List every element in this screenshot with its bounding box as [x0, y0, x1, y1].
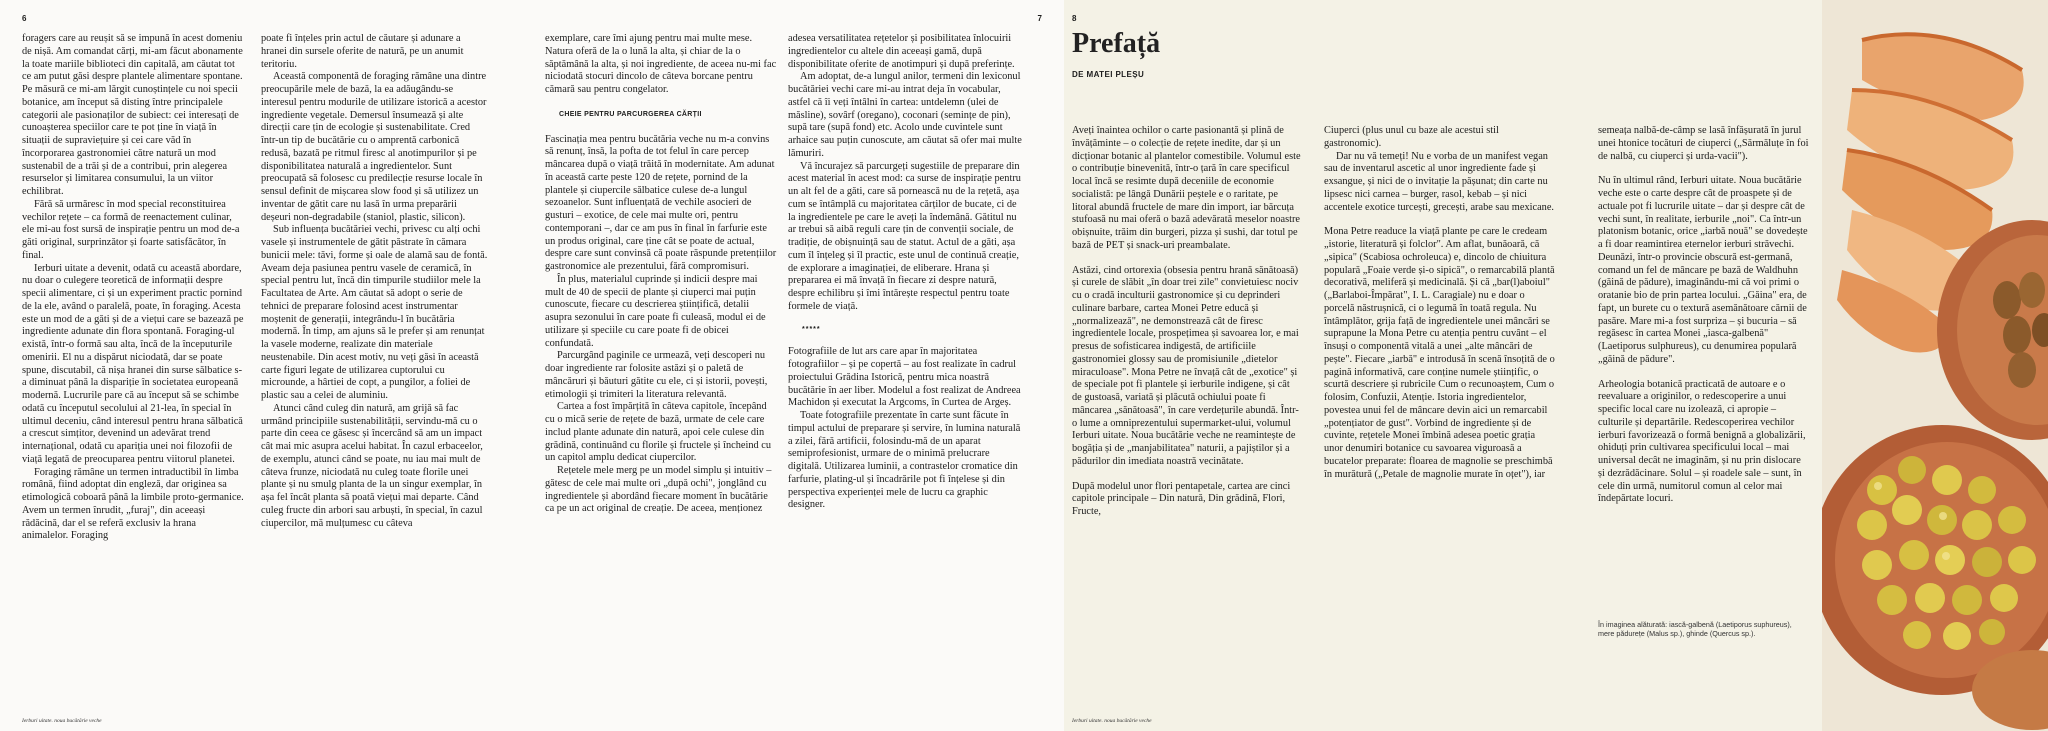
- paragraph: Nu în ultimul rând, Ierburi uitate. Noua bucătărie veche este o carte despre cât de proaspete și de actuale pot fi lucrurile uitate – dar și despre cât de vechi sunt, în realitate, ierburile „noi". Ca într-un platonism botanic, orice „iarbă nouă" se dovedește a fi doar reamintirea eternelor ierburi străvechi. Deunăzi, într-o provincie obscură est-germană, comand un fel de mâncare pe bază de Waldhuhn (găină de pădure), imaginându-mi că voi primi o oratanie bio de prin partea locului. „Găina" era, de fapt, un burete cu o textură asemănătoare cărnii de pasăre. Mare mi-a fost surpriza – și bucuria – să regăsesc în cartea Monei „iasca-galbenă" (Laetiporus sulphureus), cu denumirea populară „găină de pădure".: [1598, 175, 1808, 365]
- paragraph: Foraging rămâne un termen intraductibil în limba română, fiind adoptat din engleză, dar originea sa etimologică coboară până la limbile proto-germanice. Avem un termen înrudit, „furaj", din aceeași rădăcină, dar el se referă exclusiv la hrana animalelor. Foraging: [22, 466, 244, 542]
- page-number: 6: [22, 14, 27, 23]
- paragraph: Astăzi, cind ortorexia (obsesia pentru hrană sănătoasă) și curele de slăbit „în doar trei zile" convietuiesc nociv cu o cradă inculturii gastronomice și cu deprinderi culinare barbare, cartea Monei Petre educă și „normalizează", ne demonstrează cât de firesc ingredientele locale, prospețimea și savoarea lor, e mai presus de sofisticarea indigestă, de artificiile gastronomiei glossy sau de promisiunile „dietelor miraculoase". Mona Petre ne învață cât de „exotice" și de speciale pot fi plantele și ierburile indigene, și cât de gustoasă, variată și plăcută ochiului poate fi mâncarea „sănătoasă", în care verdețurile abundă. Într-o lume a omniprezentului supermarket-ului, volumul Ierburi uitate. Noua bucătărie veche ne reamintește de bogăția și de „manjabilitatea" naturii, a pajiștilor și a pădurilor din imediata noastră vecinătate.: [1072, 264, 1299, 467]
- paragraph: adesea versatilitatea rețetelor și posibilitatea înlocuirii ingredientelor cu altele din aceeași gamă, după disponibilitate oferite de anotimpuri și după preferințe.: [788, 33, 1015, 70]
- paragraph: Ierburi uitate a devenit, odată cu această abordare, nu doar o culegere teoretică de informații despre specii alimentare, ci și un experiment practic pornind de la ele, având o paralelă, poate, în foraging. Acesta este un mod de a găti și de a viețui care se bazează pe ingrediente adunate din flora spontană. Foraging-ul există, într-o formă sau alta, încă de la începuturile omenirii. El nu a dispărut niciodată, dar se poate spune, discutabil, că nișa hranei din surse sălbatice s-a diminuat până la dispariție în societatea europeană modernă. Lucrurile pare că au început să se schimbe odată cu începutul secolului al 21-lea, în special în ultimul deceniu, când interesul pentru hrana sălbatică a crescut simțitor, devenind un adevărat trend internațional, odată cu apariția unei noi filozofii de viață legată de preocuparea pentru viitorul planetei.: [22, 262, 244, 465]
- paragraph: Fără să urmăresc în mod special reconstituirea vechilor rețete – ca formă de reenactement culinar, ele mi-au fost sursă de inspirație pentru un mod de-a găti original, surprinzător și foarte satisfăcător, în final.: [22, 198, 240, 261]
- running-footer: Ierburi uitate. noua bucătărie veche: [22, 718, 102, 724]
- paragraph: Această componentă de foraging rămâne una dintre preocupările mele de bază, la ea adăugându-se interesul pentru modurile de utilizare istorică a acestor ingrediente vegetale. Demersul însumează și alte direcții care țin de ecologie și sustenabilitate. Cred într-un tip de bucătărie cu o amprentă carbonică redusă, bazată pe ritmul firesc al anotimpurilor și pe disponibilitatea naturală a ingredientelor. Sunt preocupată să folosesc cu predilecție resurse locale în sensul definit de mișcarea slow food și să utilizez un inventar de gătit care nu lasă în urma preparării deșeuri non-degradabile (staniol, plastic, silicon).: [261, 71, 487, 223]
- food-photo-illustration: [1822, 0, 2048, 731]
- photo-caption: În imaginea alăturată: iască-galbenă (Laetiporus suphureus), mere pădurețe (Malus sp.), ghinde (Quercus sp.).: [1598, 620, 1792, 638]
- text-column-1: [22, 33, 244, 543]
- paragraph: Rețetele mele merg pe un model simplu și intuitiv – gătesc de cele mai multe ori „după ochi", jonglând cu ingredientele și abordând fiecare moment în bucătărie ca pe un act original de creație. De aceea, menționez: [545, 465, 772, 515]
- paragraph: Parcurgând paginile ce urmează, veți descoperi nu doar ingrediente rar folosite astăzi și o paletă de mâncăruri și băuturi gătite cu ele, ci și istorii, povești, etimologii și trimiteri la literatura relevantă.: [545, 350, 768, 400]
- paragraph: Dar nu vă temeți! Nu e vorba de un manifest vegan sau de inventarul ascetic al unor ingrediente fade și exsangue, și nici de o invitație la pășunat; din carte nu lipsesc nici carnea – burger, rasol, kebab – și nici accentele exotice turcești, grecești, arabe sau mexicane.: [1324, 150, 1555, 213]
- paragraph: Toate fotografiile prezentate în carte sunt făcute în timpul actului de preparare și servire, în lumina naturală a zilei, fără artificii, folosindu-mă de un aparat semiprofesionist, urmare de o minimă prelucrare digitală. Utilizarea luminii, a contrastelor cromatice din farfurie, plating-ul și încadrările pot fi înțelese și din perspectiva experienței mele de lucru ca graphic designer.: [788, 410, 1021, 511]
- chapter-author: DE MATEI PLEȘU: [1072, 70, 1145, 79]
- paragraph: semeața nalbă-de-câmp se lasă înfășurată în jurul unei htonice tocături de ciuperci („Sărmăluțe în foi de nalbă, cu ciuperci și urda-vacii").: [1598, 125, 1809, 162]
- paragraph: Cartea a fost împărțită în câteva capitole, începând cu o mică serie de rețete de bază, urmate de cele care includ plante adunate din natură, apoi cele culese din grădină, continuând cu florile și fructele și încheind cu un capitol amplu dedicat ciupercilor.: [545, 401, 772, 464]
- text-column-3: [545, 33, 777, 516]
- paragraph: Am adoptat, de-a lungul anilor, termeni din lexiconul bucătăriei vechi care mi-au intrat deja în vocabular, astfel că îi veți întâlni în cartea: untdelemn (ulei de măsline), sovârf (oregano), coconari (semințe de pin), supă tare (supă fond) etc. Acolo unde cuvintele sunt arhaice sau puțin cunoscute, am căutat să ofer mai multe lămuriri.: [788, 71, 1022, 159]
- text-column-6: [1324, 125, 1556, 481]
- paragraph: Fotografiile de lut ars care apar în majoritatea fotografiilor – și pe copertă – au fost realizate în cadrul proiectului Grădina Istorică, pentru mica noastră bucătărie în aer liber. Modelul a fost realizat de Andreea Machidon și executat la Argcoms, în Curtea de Argeș.: [788, 346, 1021, 409]
- paragraph: Mona Petre readuce la viață plante pe care le credeam „istorie, literatură și folclor". Am aflat, bunăoară, că „sipica" (Scabiosa ochroleuca) e, dincolo de chiuitura populară „Foaie verde și-o sipică", o remarcabilă plantă decorativă, meliferă și medicinală. Și că „bar(l)aboiul" („Barlaboi-Împărat", I. L. Caragiale) nu e doar o porcelă năstrușnică, ci o legumă în toată regula. Nu întâmplător, grija față de ingredientele unei mâncări se suprapune la Mona Petre cu atenția pentru cuvânt – el însuși o componentă vitală a unei „alte mâncări de pește". Fiecare „iarbă" e introdusă în scenă însoțită de o pagină informativă, care conține numele științific, o scurtă descriere și rubricile Cum o recunoaștem, Cum o folosim, Confuzii, Atenție. Istoria ingredientelor, povestea unui fel de mâncare devin aici un remarcabil „potențiator de gust". Vorbind de ingrediente și de cuvinte, rețetele Monei îmbină adesea poetic grația unor denumiri botanice cu savoarea viguroasă a bucatelor preparate: floarea de magnolie se preschimbă în murătură („Petale de magnolie murate în oțet"), iar: [1324, 226, 1555, 480]
- paragraph: Arheologia botanică practicată de autoare e o reevaluare a originilor, o redescoperire a unui specific local care nu izolează, ci apropie – culturile și departările. Redescoperirea vechilor ierburi favorizează o formă benignă a globalizării, ohiduți prin cultivarea specificului local – mai universal decât ne imaginăm, și nu prin dislocare și dezrădăcinare. Solul – și roadele sale – sunt, în cele din urmă, numitorul comun al celor mai îndepărtate locuri.: [1598, 378, 1806, 505]
- running-footer: Ierburi uitate. noua bucătărie veche: [1072, 718, 1152, 724]
- text-column-7: [1598, 125, 1810, 506]
- paragraph: poate fi înțeles prin actul de căutare și adunare a hranei din sursele oferite de natură, pe un anumit teritoriu.: [261, 33, 464, 70]
- text-column-4: [788, 33, 1024, 512]
- paragraph: foragers care au reușit să se impună în acest domeniu de nișă. Am comandat cărți, mi-am făcut abonamente la toate mariile biblioteci din capitală, am căutat tot ce am putut găsi despre plantele alimentare spontane. Pe măsură ce mi-am lărgit cunoștințele cu noi specii botanice, am început să disting între principalele categorii ale pasionaților de subiect: cei interesați de cunoașterea speciilor care te pot ține în viață în situații de supraviețuire și cei care văd în încorporarea gastronomiei către natură un mod sustenabil de a trăi și de a contribui, prin alegerea resurselor și limitarea consumului, la un viitor echilibrat.: [22, 33, 243, 197]
- paragraph: Ciuperci (plus unul cu baze ale acestui stil gastronomic).: [1324, 125, 1499, 149]
- paragraph: exemplare, care îmi ajung pentru mai multe mese. Natura oferă de la o lună la alta, și chiar de la o săptămână la alta, și noi ingrediente, de aceea nu-mi fac niciodată stocuri dincolo de câteva borcane pentru cămară sau pentru congelator.: [545, 33, 777, 95]
- section-divider: *****: [802, 325, 821, 333]
- page-7: [518, 0, 1064, 731]
- page-6: [0, 0, 518, 731]
- paragraph: În plus, materialul cuprinde și indicii despre mai mult de 40 de specii de plante și ciuperci mai puțin cunoscute, fiecare cu descrierea științifică, detalii asupra sezonului în care poate fi culeasă, modul ei de utilizare și speciile cu care poate fi de obicei confundată.: [545, 273, 766, 349]
- page-number: 8: [1072, 14, 1077, 23]
- text-column-2: [261, 33, 489, 530]
- paragraph: Vă încurajez să parcurgeți sugestiile de preparare din acest material în acest mod: ca surse de inspirație pentru un alt fel de a găti, care să pornească nu de la rețetă, așa cum se întâmplă cu majoritatea cărților de bucate, ci de la ingredientele pe care le aveți la îndemână. Gătitul nu ar trebui să aibă reguli care țin de convenții sociale, de tradiție, de obișnuință sau de statut. Actul de a găti, așa cum îl înțeleg și îl practic, este unul de continuă creație, de explorare a imaginației, de eliberare. Hrana și prepararea ei mă învață în fiecare zi despre natură, despre echilibru și îmi întărește respectul pentru toate formele de viață.: [788, 160, 1021, 312]
- paragraph: Aveți înaintea ochilor o carte pasionantă și plină de învățăminte – o colecție de rețete inedite, dar și un dicționar botanic al plantelor comestibile. Volumul este o contribuție binevenită, într-o țară în care specificul local încă se resimte după deceniile de economie socialistă: pe lângă Dunării peștele e o raritate, pe litoral abundă fructele de mare din import, iar bărcuța stufoasă nu mai oferă o bază adevărată meselor noastre obișnuite, trăim din burgeri, pizza și sushi, dar totul pe bază de PET și snack-uri preambalate.: [1072, 125, 1301, 251]
- paragraph: Atunci când culeg din natură, am grijă să fac urmând principiile sustenabilității, servindu-mă cu o parte din ceea ce găsesc și încercând să am un impact cât mai mic asupra acelui habitat. În cazul erbaceelor, de exemplu, atunci când se poate, nu iau mai mult de câteva frunze, niciodată nu culeg toate florile unei plante și nu smulg planta de la un singur exemplar, în așa fel încât planta să poată viețui mai departe. Când culeg fructe din arbori sau arbuști, în special, în cazul ciupercilor, mă mulțumesc cu câteva: [261, 402, 483, 529]
- paragraph: Fascinația mea pentru bucătăria veche nu m-a convins să renunț, însă, la pofta de tot felul în care percep mâncarea după o viață trăită în modernitate. Am adunat în această carte peste 120 de rețete, pornind de la plantele și ciupercile sălbatice culese de-a lungul sezoanelor. Sunt influențată de vechile asocieri de gusturi – exotice, de cele mai multe ori, pentru contemporani –, dar ce am pus în final în farfurie este un produs original, care ține cât se poate de actual, despre care sunt convinsă că poate răspunde pretențiilor gastronomice ale prezentului, fără compromisuri.: [545, 133, 777, 272]
- food-photo: [1822, 0, 2048, 731]
- text-column-5: [1072, 125, 1302, 519]
- chapter-title: Prefață: [1072, 28, 1161, 59]
- paragraph: Sub influența bucătăriei vechi, privesc cu alți ochi vasele și instrumentele de gătit păstrate în cămara bunicii mele: tăvi, forme și oale de alamă sau de fontă. Aveam deja pasiunea pentru vasele de ceramică, în special pentru lut, încă din timpurile studiilor mele la Facultatea de Arte. Am căutat să adopt o serie de tehnici de preparare folosind acest instrumentar moștenit de generații, integrându-l în bucătăria modernă. În timp, am ajuns să le prefer și am renunțat la vasele moderne, realizate din materiale neustenabile. Din acest motiv, nu veți găsi în această carte figuri legate de utilizarea cuptorului cu microunde, a hârtiei de copt, a pungilor, a foliei de plastic sau a celei de aluminiu.: [261, 224, 488, 401]
- paragraph: După modelul unor flori pentapetale, cartea are cinci capitole principale – Din natură, Din grădină, Flori, Fructe,: [1072, 480, 1291, 517]
- section-heading: CHEIE PENTRU PARCURGEREA CĂRȚII: [559, 110, 702, 118]
- page-number: 7: [1037, 14, 1042, 23]
